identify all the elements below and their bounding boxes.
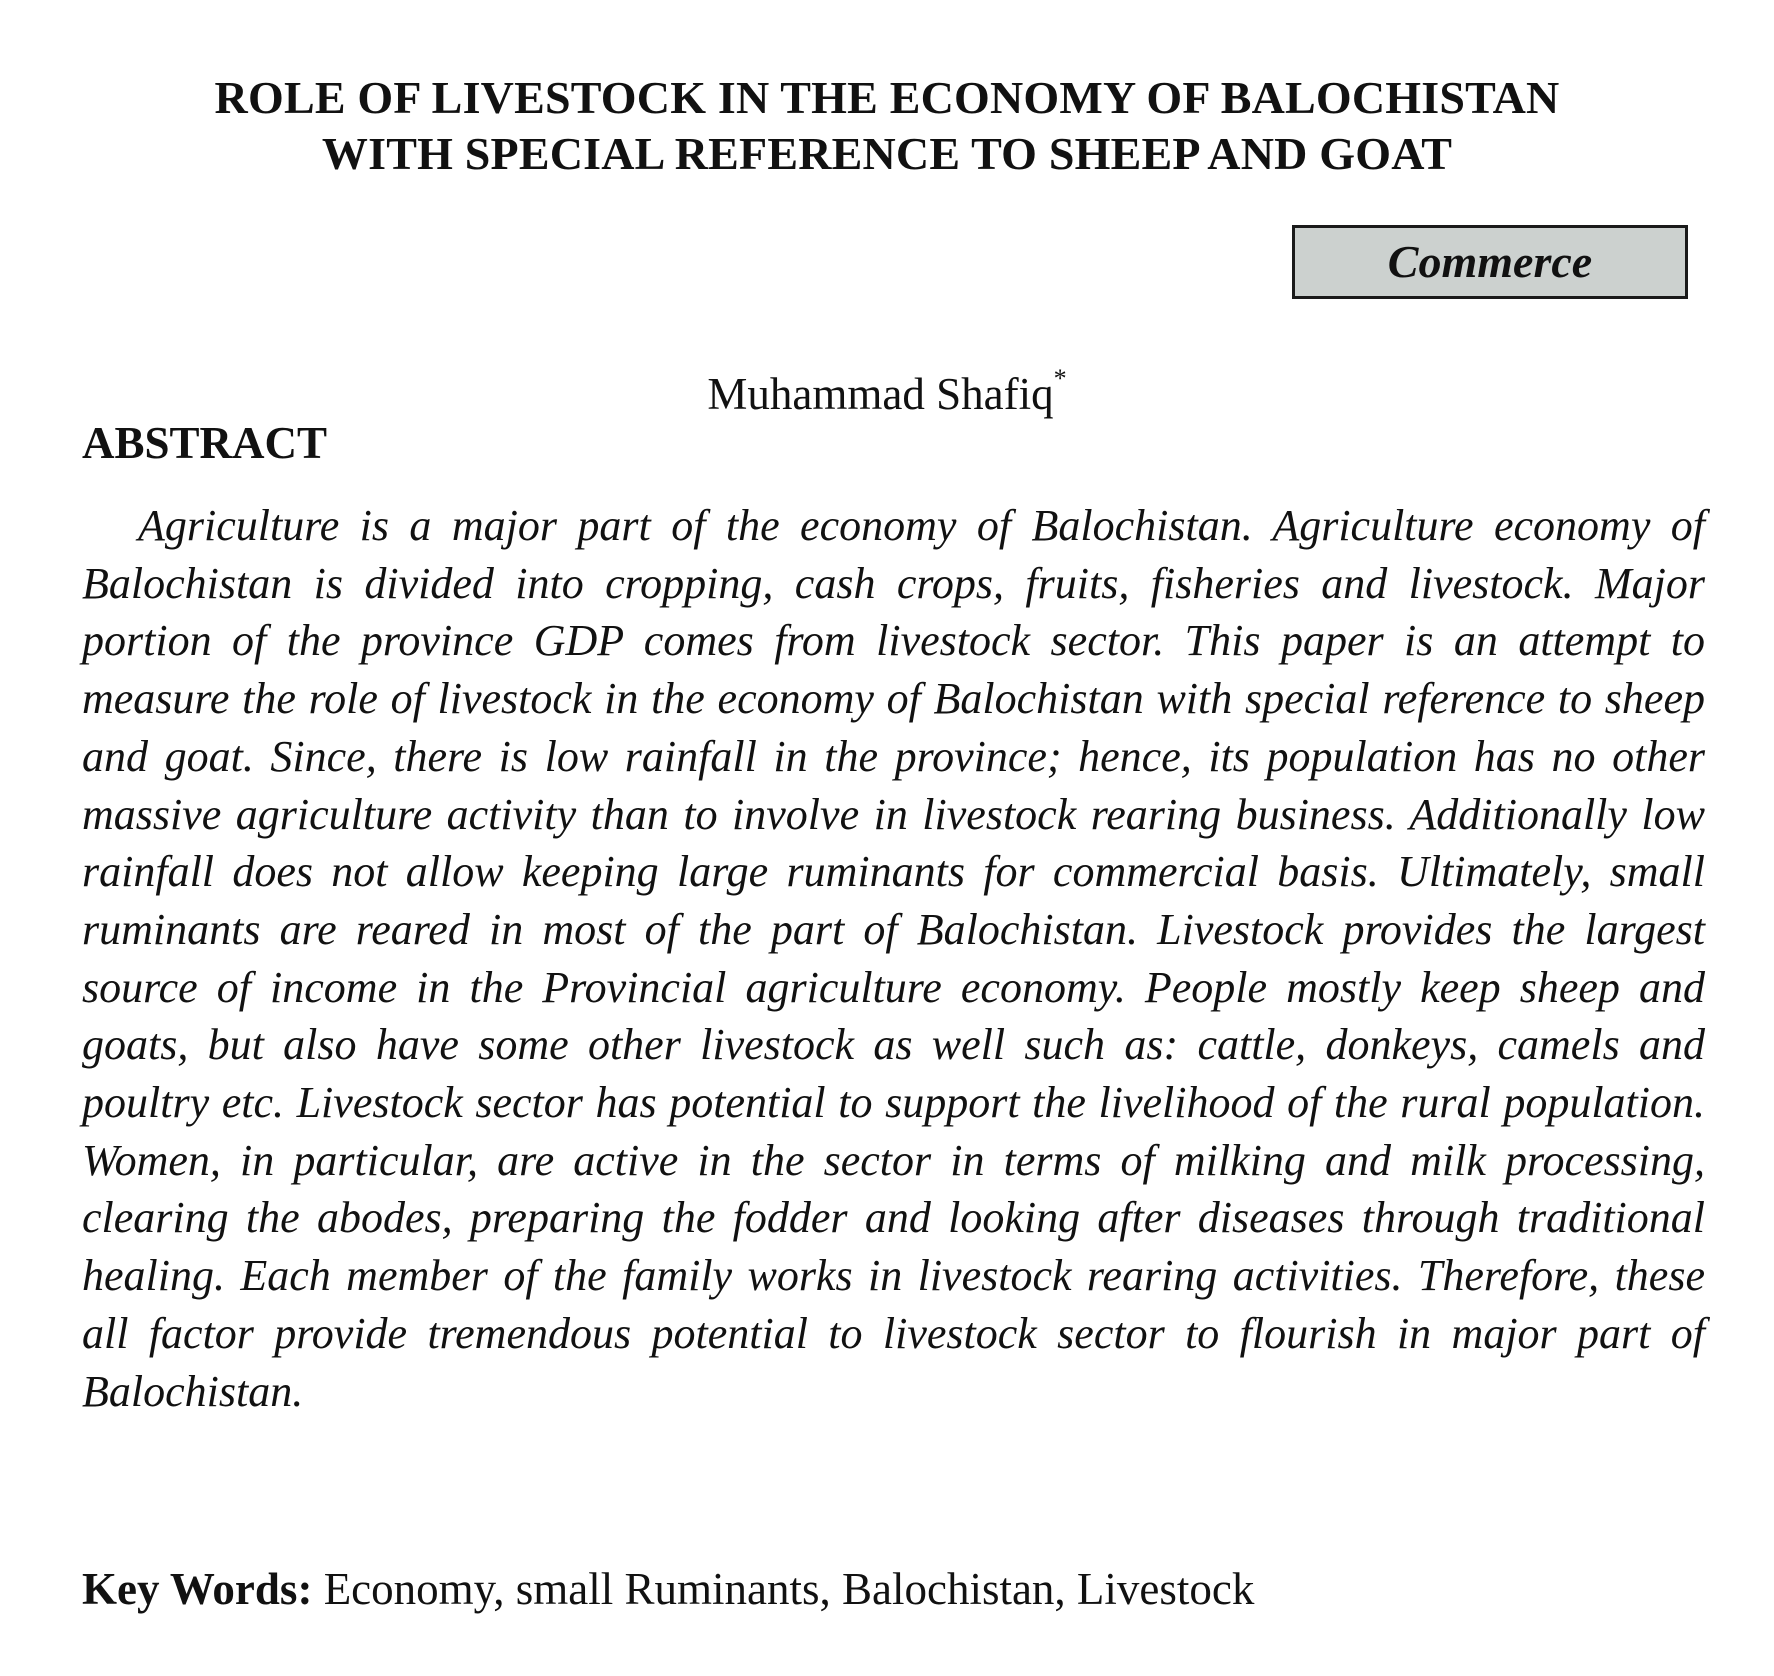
author-line [0, 357, 1774, 422]
paper-title [0, 70, 1774, 182]
keywords-label: Key Words: [82, 1564, 313, 1614]
keywords-list: Economy, small Ruminants, Balochistan, Livestock [312, 1564, 1255, 1614]
title-line-1: ROLE OF LIVESTOCK IN THE ECONOMY OF BALOCHISTAN [214, 72, 1560, 123]
keywords-line [82, 1561, 1254, 1617]
author-footnote-mark: * [1053, 364, 1067, 393]
author-name: Muhammad Shafiq [707, 369, 1054, 419]
title-line-2: WITH SPECIAL REFERENCE TO SHEEP AND GOAT [321, 128, 1453, 179]
abstract-heading: ABSTRACT [82, 418, 328, 468]
category-label: Commerce [1292, 225, 1688, 299]
abstract-paragraph: Agriculture is a major part of the economy of Balochistan. Agriculture economy of Balochistan is divided into cropping, cash crops, fruits, fisheries and livestock. Major portion of the province GDP comes from livestock sector. This paper is an attempt to measure the role of livestock in the economy of Balochistan with special reference to sheep and goat. Since, there is low rainfall in the province; hence, its population has no other massive agriculture activity than to involve in livestock rearing business. Additionally low rainfall does not allow keeping large ruminants for commercial basis. Ultimately, small ruminants are reared in most of the part of Balochistan. Livestock provides the largest source of income in the Provincial agriculture economy. People mostly keep sheep and goats, but also have some other livestock as well such as: cattle, donkeys, camels and poultry etc. Livestock sector has potential to support the livelihood of the rural population. Women, in particular, are active in the sector in terms of milking and milk processing, clearing the abodes, preparing the fodder and looking after diseases through traditional healing. Each member of the family works in livestock rearing activities. Therefore, these all factor provide tremendous potential to livestock sector to flourish in major part of Balochistan. [82, 501, 1705, 1416]
